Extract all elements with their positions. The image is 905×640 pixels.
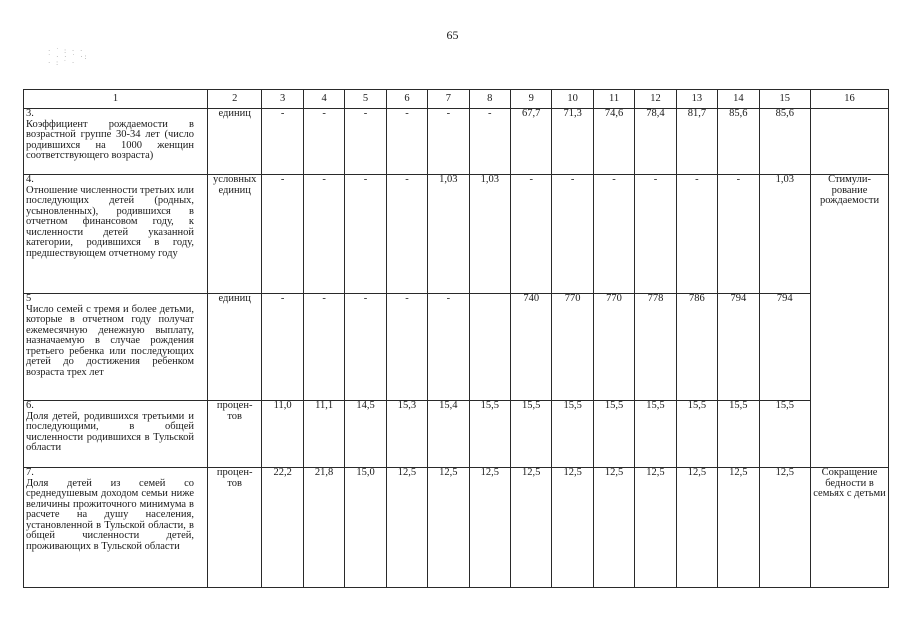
value-cell: 15,5: [469, 401, 510, 468]
column-header: 10: [552, 90, 593, 109]
column-header: 5: [345, 90, 386, 109]
value-cell: 74,6: [593, 109, 634, 175]
value-cell: 78,4: [635, 109, 676, 175]
value-cell: 67,7: [511, 109, 552, 175]
value-cell: 12,5: [386, 468, 427, 588]
indicator-name-cell: [24, 109, 208, 175]
goal-cell: Сокращение бедности в семьях с детьми: [811, 468, 889, 588]
value-cell: 15,4: [428, 401, 469, 468]
value-cell: 15,5: [593, 401, 634, 468]
value-cell: 85,6: [759, 109, 811, 175]
column-header: 15: [759, 90, 811, 109]
indicator-name-cell: [24, 294, 208, 401]
value-cell: -: [552, 175, 593, 294]
value-cell: 12,5: [676, 468, 717, 588]
row-index: 5: [26, 293, 32, 304]
page-number: 65: [446, 28, 459, 42]
indicator-table: [23, 89, 889, 588]
indicator-name: Число семей с тремя и более детьми, которые в отчетном году получат ежемесячную денежную выплату, назначаемую в случае рождения третьего ребенка или последующих детей до достижения ребенком возраста трех лет: [26, 303, 194, 378]
row-index: 7.: [26, 467, 34, 478]
value-cell: 12,5: [428, 468, 469, 588]
value-cell: 740: [511, 294, 552, 401]
value-cell: 81,7: [676, 109, 717, 175]
value-cell: 15,0: [345, 468, 386, 588]
column-header: 1: [24, 90, 208, 109]
row-index: 3.: [26, 108, 34, 119]
column-header: 16: [811, 90, 889, 109]
value-cell: 12,5: [635, 468, 676, 588]
value-cell: 770: [593, 294, 634, 401]
value-cell: 1,03: [469, 175, 510, 294]
value-cell: 1,03: [428, 175, 469, 294]
indicator-name: Доля детей, родившихся третьими и последующими, в общей численности родившихся в Тульской области: [26, 410, 194, 453]
table-row: [24, 109, 889, 175]
row-index: 4.: [26, 174, 34, 185]
goal-cell: Стимули-рование рождаемости: [811, 175, 889, 468]
value-cell: -: [345, 175, 386, 294]
column-header: 3: [262, 90, 303, 109]
column-header: 13: [676, 90, 717, 109]
scan-artifact: · ˙ : · · ˙ · · ˙ ·: · : ˙ ·: [48, 47, 89, 67]
value-cell: -: [428, 109, 469, 175]
column-header: 11: [593, 90, 634, 109]
value-cell: -: [593, 175, 634, 294]
value-cell: 11,0: [262, 401, 303, 468]
value-cell: 1,03: [759, 175, 811, 294]
value-cell: 12,5: [593, 468, 634, 588]
column-header: 6: [386, 90, 427, 109]
value-cell: -: [386, 175, 427, 294]
value-cell: 21,8: [303, 468, 344, 588]
unit-cell: единиц: [207, 109, 262, 175]
value-cell: 15,5: [759, 401, 811, 468]
column-number-row: [24, 90, 889, 109]
value-cell: -: [428, 294, 469, 401]
value-cell: 12,5: [469, 468, 510, 588]
value-cell: 12,5: [552, 468, 593, 588]
value-cell: -: [511, 175, 552, 294]
indicator-name-cell: [24, 401, 208, 468]
column-header: 2: [207, 90, 262, 109]
table-row: [24, 175, 889, 294]
value-cell: [469, 294, 510, 401]
value-cell: -: [718, 175, 759, 294]
goal-cell: [811, 109, 889, 175]
indicator-name: Доля детей из семей со среднедушевым доходом семьи ниже величины прожиточного минимума в расчете на душу населения, установленной в Тульской области, в общей численности детей, проживающих в Тульской области: [26, 477, 194, 552]
column-header: 8: [469, 90, 510, 109]
value-cell: -: [345, 294, 386, 401]
value-cell: 15,5: [676, 401, 717, 468]
column-header: 7: [428, 90, 469, 109]
indicator-name-cell: [24, 175, 208, 294]
value-cell: 11,1: [303, 401, 344, 468]
value-cell: 12,5: [759, 468, 811, 588]
unit-cell: единиц: [207, 294, 262, 401]
table-row: [24, 468, 889, 588]
value-cell: 12,5: [718, 468, 759, 588]
column-header: 14: [718, 90, 759, 109]
value-cell: -: [262, 175, 303, 294]
value-cell: -: [303, 109, 344, 175]
value-cell: 12,5: [511, 468, 552, 588]
indicator-name-cell: [24, 468, 208, 588]
row-index: 6.: [26, 400, 34, 411]
value-cell: 15,5: [635, 401, 676, 468]
value-cell: 15,5: [718, 401, 759, 468]
value-cell: -: [262, 109, 303, 175]
column-header: 4: [303, 90, 344, 109]
value-cell: -: [469, 109, 510, 175]
value-cell: 778: [635, 294, 676, 401]
column-header: 12: [635, 90, 676, 109]
value-cell: 15,3: [386, 401, 427, 468]
value-cell: 786: [676, 294, 717, 401]
table-row: [24, 294, 889, 401]
indicator-name: Отношение численности третьих или последующих детей (родных, усыновленных), родившихся в отчетном финансовом году, к численности детей указанной категории, родившихся в году, предшествующем отчетному году: [26, 184, 194, 259]
value-cell: -: [345, 109, 386, 175]
value-cell: 14,5: [345, 401, 386, 468]
value-cell: 71,3: [552, 109, 593, 175]
value-cell: -: [303, 175, 344, 294]
value-cell: 15,5: [552, 401, 593, 468]
value-cell: 770: [552, 294, 593, 401]
value-cell: 794: [759, 294, 811, 401]
unit-cell: процен-тов: [207, 468, 262, 588]
value-cell: -: [303, 294, 344, 401]
indicator-name: Коэффициент рождаемости в возрастной группе 30-34 лет (число родившихся на 1000 женщин соответствующего возраста): [26, 118, 194, 161]
unit-cell: условных единиц: [207, 175, 262, 294]
table-row: [24, 401, 889, 468]
value-cell: -: [262, 294, 303, 401]
value-cell: -: [676, 175, 717, 294]
value-cell: 22,2: [262, 468, 303, 588]
value-cell: -: [386, 294, 427, 401]
column-header: 9: [511, 90, 552, 109]
unit-cell: процен-тов: [207, 401, 262, 468]
value-cell: 794: [718, 294, 759, 401]
value-cell: -: [635, 175, 676, 294]
value-cell: -: [386, 109, 427, 175]
value-cell: 85,6: [718, 109, 759, 175]
value-cell: 15,5: [511, 401, 552, 468]
